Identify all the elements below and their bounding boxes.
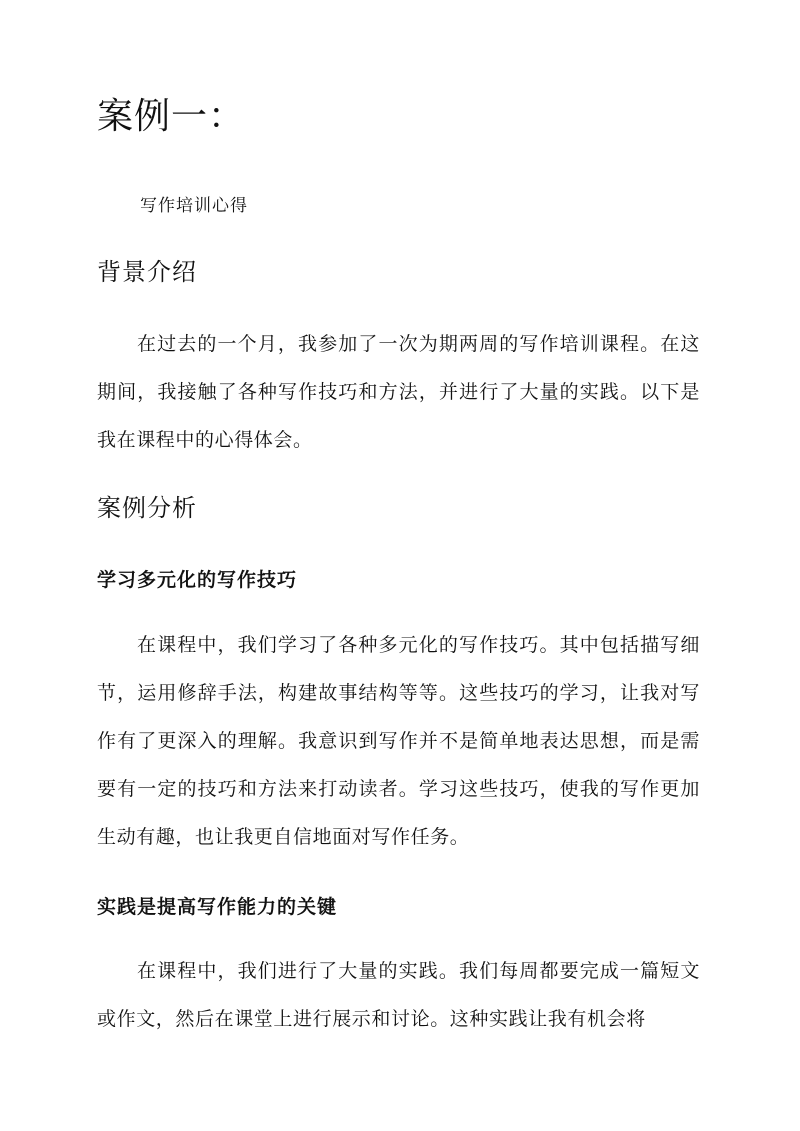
subsection-heading-diverse-techniques: 学习多元化的写作技巧 <box>97 569 298 591</box>
document-title: 案例一： <box>97 96 246 137</box>
background-paragraph: 在过去的一个月，我参加了一次为期两周的写作培训课程。在这期间，我接触了各种写作技巧和方法，并进行了大量的实践。以下是我在课程中的心得体会。 <box>97 333 700 451</box>
section-heading-case-analysis: 案例分析 <box>97 494 197 522</box>
section-heading-background: 背景介绍 <box>97 258 197 286</box>
diverse-techniques-paragraph: 在课程中，我们学习了各种多元化的写作技巧。其中包括描写细节，运用修辞手法，构建故事结构等等。这些技巧的学习，让我对写作有了更深入的理解。我意识到写作并不是简单地表达思想，而是需要有一定的技巧和方法来打动读者。学习这些技巧，使我的写作更加生动有趣，也让我更自信地面对写作任务。 <box>97 634 700 848</box>
document-subtitle: 写作培训心得 <box>140 196 248 216</box>
practice-key-paragraph: 在课程中，我们进行了大量的实践。我们每周都要完成一篇短文或作文，然后在课堂上进行展示和讨论。这种实践让我有机会将 <box>97 960 700 1030</box>
subsection-heading-practice-key: 实践是提高写作能力的关键 <box>97 896 338 918</box>
